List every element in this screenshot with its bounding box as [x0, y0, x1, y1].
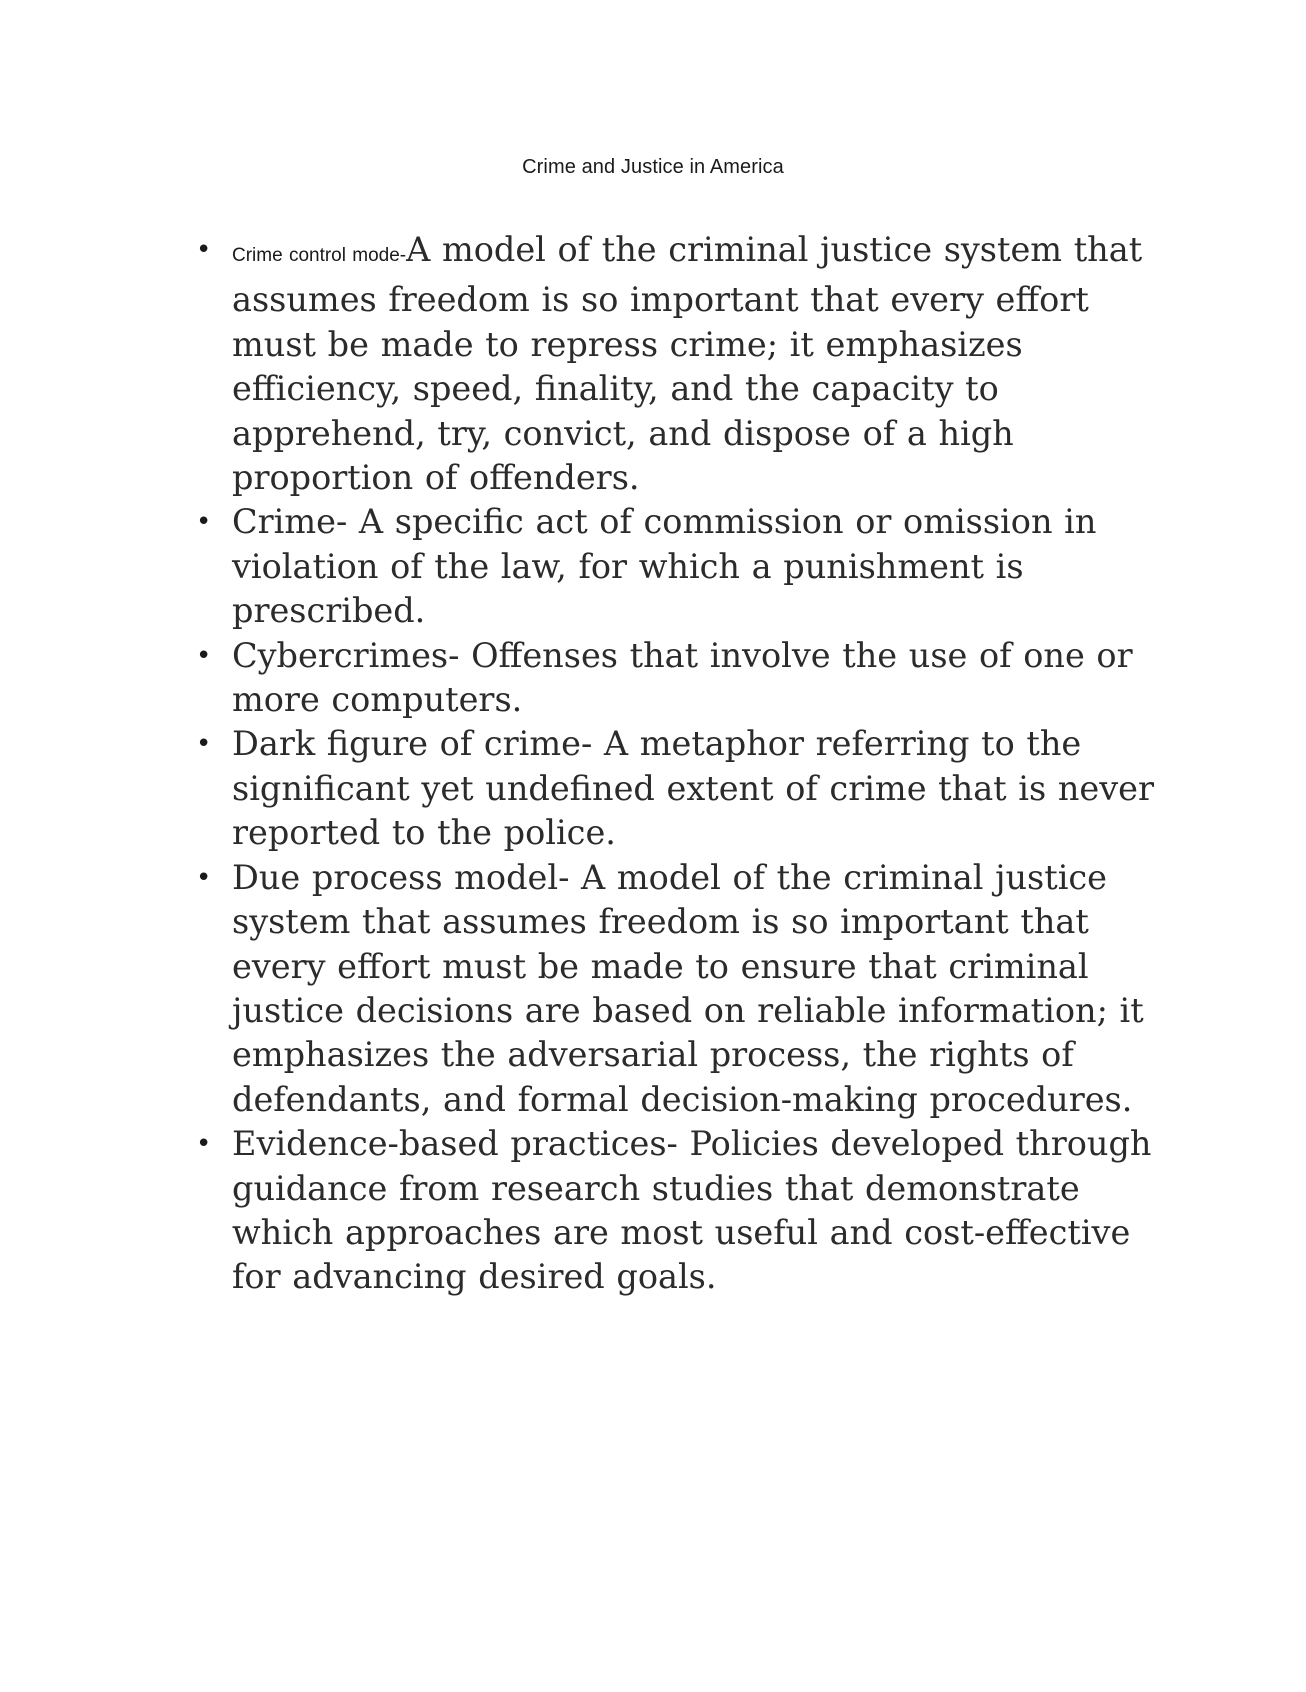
list-item — [196, 722, 1156, 855]
definition-list — [196, 228, 1156, 1300]
definition: A model of the criminal justice system that assumes freedom is so important that every effort must be made to repress crime; it emphasizes efficiency, speed, finality, and the capacity to apprehend, try, convict, and dispose of a high proportion of offenders. — [232, 230, 1143, 498]
bullet-icon: • — [196, 507, 212, 538]
bullet-icon: • — [196, 862, 212, 893]
term: Crime control mode- — [232, 245, 407, 266]
definition: A metaphor referring to the significant yet undefined extent of crime that is never reported to the police. — [232, 724, 1155, 853]
term: Evidence-based practices- — [232, 1124, 678, 1164]
term: Crime- — [232, 502, 348, 542]
bullet-icon: • — [196, 1129, 212, 1160]
bullet-icon: • — [196, 729, 212, 760]
list-item — [196, 500, 1156, 633]
bullet-icon: • — [196, 235, 212, 265]
page-title: Crime and Justice in America — [522, 156, 784, 178]
term: Cybercrimes- — [232, 635, 460, 675]
list-item — [196, 1122, 1156, 1300]
definition: Policies developed through guidance from research studies that demonstrate which approaches are most useful and cost-effective for advancing desired goals. — [232, 1124, 1152, 1297]
list-item — [196, 228, 1156, 500]
definition: A model of the criminal justice system that assumes freedom is so important that every effort must be made to ensure that criminal justice decisions are based on reliable information; it emphasizes the adversarial process, the rights of defendants, and formal decision-making procedures. — [232, 857, 1144, 1119]
list-item — [196, 634, 1156, 723]
definition: A specific act of commission or omission in violation of the law, for which a punishment is prescribed. — [232, 502, 1097, 631]
list-item — [196, 856, 1156, 1122]
definition: Offenses that involve the use of one or more computers. — [232, 635, 1133, 720]
term: Due process model- — [232, 857, 570, 897]
bullet-icon: • — [196, 640, 212, 671]
term: Dark figure of crime- — [232, 724, 593, 764]
